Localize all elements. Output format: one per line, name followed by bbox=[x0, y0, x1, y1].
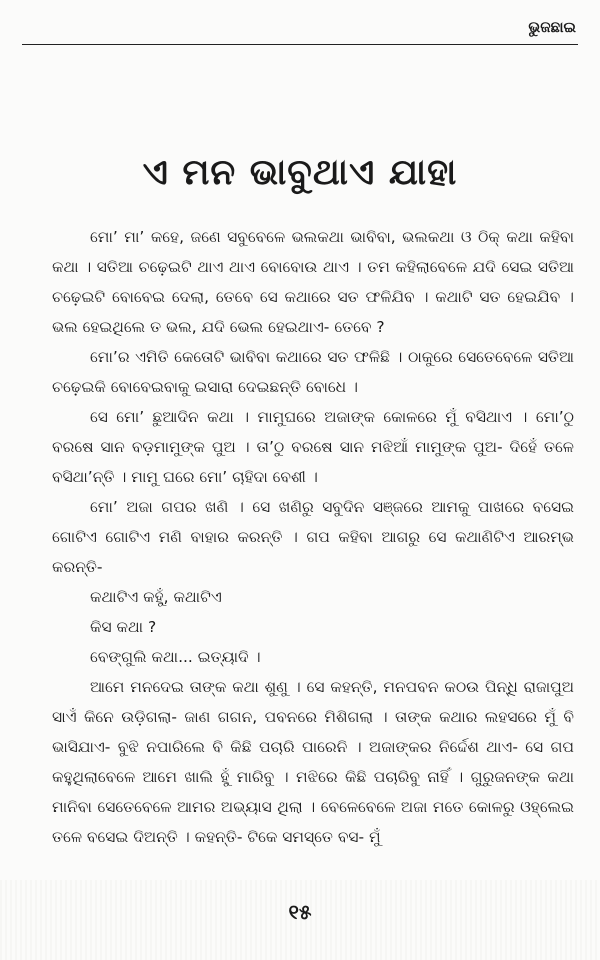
verse-line-3: ବେଙ୍ଗୁଲି କଥା... ଇତ୍ୟାଦି । bbox=[90, 648, 261, 666]
chapter-title: ଏ ମନ ଭାବୁଥାଏ ଯାହା bbox=[142, 152, 458, 194]
body-text bbox=[52, 222, 574, 852]
paragraph-5: ଆମେ ମନଦେଇ ତାଙ୍କ କଥା ଶୁଣୁ । ସେ କହନ୍ତି, ମନପବନ କଠଉ ପିନ୍ଧି ରାଜାପୁଅ ସାଏଁ କିନେ ଉଡ଼ିଗଲା- ଜାଣ ଗଗନ, ପବନରେ ମିଶିଗଲା । ତାଙ୍କ କଥାର ଲହସରେ ମୁଁ ବି ଭାସିଯାଏ- ବୁଝି ନପାରିଲେ ବି କିଛି ପଚାରି ପାରେନି । ଅଜାଙ୍କର ନିର୍ଦ୍ଦେଶ ଥାଏ- ସେ ଗପ କହୁଥିଲାବେଳେ ଆମେ ଖାଲି ହୁଁ ମାରିବୁ । ମଝିରେ କିଛି ପଚାରିବୁ ନାହିଁ । ଗୁରୁଜନଙ୍କ କଥା ମାନିବା ସେତେବେଳେ ଆମର ଅଭ୍ୟାସ ଥିଲା । ବେଳେବେଳେ ଅଜା ମତେ କୋଳରୁ ଓହ୍ଲେଇ ତଳେ ବସେଇ ଦିଅନ୍ତି । କହନ୍ତି- ଟିକେ ସମସ୍ତେ ବସ- ମୁଁ bbox=[52, 678, 574, 846]
paragraph-1: ମୋ’ ମା’ କହେ, ଜଣେ ସବୁବେଳେ ଭଲକଥା ଭାବିବା, ଭଲକଥା ଓ ଠିକ୍ କଥା କହିବା କଥା । ସତିଆ ଚଢ଼େଇଟି ଥାଏ ଥାଏ ବୋବୋଉ ଥାଏ । ତମ କହିଲାବେଳେ ଯଦି ସେଇ ସତିଆ ଚଢ଼େଇଟି ବୋବେଇ ଦେଲା, ତେବେ ସେ କଥାରେ ସତ ଫଳିଯିବ । କଥାଟି ସତ ହେଇଯିବ । ଭଲ ହେଇଥିଲେ ତ ଭଲ, ଯଦି ଭେଲ ହେଇଥାଏ- ତେବେ ? bbox=[52, 228, 574, 336]
page-number: ୧୫ bbox=[288, 900, 312, 924]
paragraph-4: ମୋ’ ଅଜା ଗପର ଖଣି । ସେ ଖଣିରୁ ସବୁଦିନ ସଞ୍ଜରେ ଆମକୁ ପାଖରେ ବସେଇ ଗୋଟିଏ ଗୋଟିଏ ମଣି ବାହାର କରନ୍ତି । ଗପ କହିବା ଆଗରୁ ସେ କଥାଣିଟିଏ ଆରମ୍ଭ କରନ୍ତି- bbox=[52, 498, 574, 576]
paragraph-3: ସେ ମୋ’ ଛୁଆଦିନ କଥା । ମାମୁଘରେ ଅଜାଙ୍କ କୋଳରେ ମୁଁ ବସିଥାଏ । ମୋ’ଠୁ ବରଷେ ସାନ ବଡ଼ମାମୁଙ୍କ ପୁଅ । ତା’ଠୁ ବରଷେ ସାନ ମଝିଆଁ ମାମୁଙ୍କ ପୁଅ- ଦିହେଁ ତଳେ ବସିଥା’ନ୍ତି । ମାମୁ ଘରେ ମୋ’ ଚାହିଦା ବେଶୀ । bbox=[52, 408, 574, 486]
paragraph-2: ମୋ’ର ଏମିତି କେତୋଟି ଭାବିବା କଥାରେ ସତ ଫଳିଛି । ଠାକୁରେ ସେତେବେଳେ ସତିଆ ଚଢ଼େଇକି ବୋବେଇବାକୁ ଇସାରା ଦେଇଛନ୍ତି ବୋଧେ । bbox=[52, 348, 574, 396]
verse-line-1: କଥାଟିଏ କହୁଁ, କଥାଟିଏ bbox=[90, 588, 222, 606]
verse-line-2: କିସ କଥା ? bbox=[90, 618, 157, 636]
header-rule bbox=[22, 44, 578, 45]
running-header: ଭୁଜଛାଇ bbox=[528, 18, 576, 36]
